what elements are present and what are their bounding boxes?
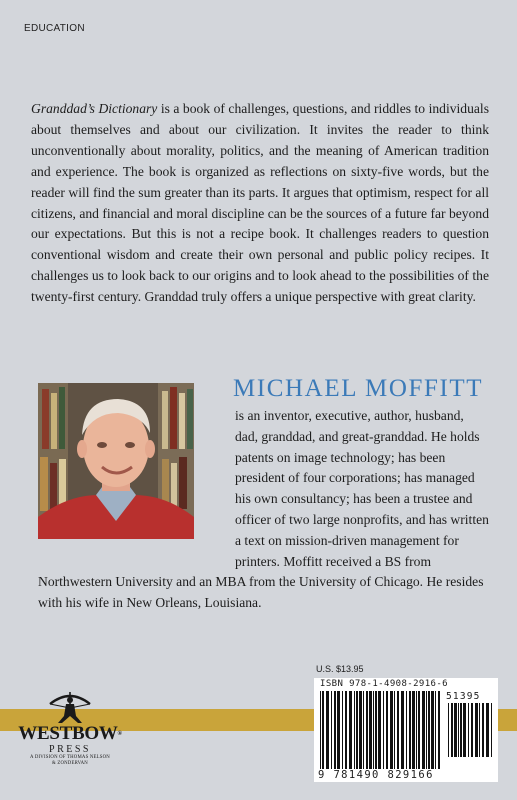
publisher-division-line2: & ZONDERVAN xyxy=(52,761,88,766)
publisher-division-line1: A DIVISION OF THOMAS NELSON xyxy=(30,755,110,760)
publisher-logo xyxy=(14,690,126,790)
ean-number: 9 781490 829166 xyxy=(318,769,434,781)
barcode-box xyxy=(314,678,498,782)
book-description xyxy=(31,99,489,308)
addon-barcode xyxy=(446,703,494,757)
author-bio-text: is an inventor, executive, author, husband, dad, granddad, and great-granddad. He holds patents on image technology; has been president of four corporations; has managed his own consultancy; has been a trustee and officer of two large nonprofits, and has written a text on mission-driven management for printers. Moffitt received a BS from Northwestern University and an MBA from the University of Chicago. He resides with his wife in New Orleans, Louisiana. xyxy=(38,408,489,611)
ean-barcode xyxy=(318,691,442,769)
description-text: is a book of challenges, questions, and riddles to individuals about themselves and about our civilization. It invites the reader to think unconventionally about morality, politics, and the meaning of American tradition and experience. The book is organized as reflections on sixty-five words, but the reader will find the sum greater than its parts. It argues that optimism, respect for all citizens, and financial and moral discipline can be the sources of a future far beyond our expectations. But this is not a recipe book. It challenges readers to question conventional wisdom and create their own personal and public policy recipes. It challenges us to look back to our origins and to look ahead to the possibilities of the twenty-first century. Granddad truly offers a unique perspective with great clarity. xyxy=(31,101,489,305)
author-name: MICHAEL MOFFITT xyxy=(233,375,484,402)
publisher-press: PRESS xyxy=(49,744,91,755)
publisher-name: WESTBOW® xyxy=(18,723,122,744)
price-label: U.S. $13.95 xyxy=(316,664,364,674)
barcode-area xyxy=(312,664,502,784)
price-code-text: 51395 xyxy=(446,691,481,702)
isbn-text: ISBN 978-1-4908-2916-6 xyxy=(320,679,449,689)
registered-mark: ® xyxy=(117,731,122,737)
archer-icon xyxy=(40,690,100,724)
category-label: EDUCATION xyxy=(24,23,85,34)
photo-spacer xyxy=(38,406,235,552)
author-bio xyxy=(38,406,490,614)
book-title: Granddad’s Dictionary xyxy=(31,101,158,116)
